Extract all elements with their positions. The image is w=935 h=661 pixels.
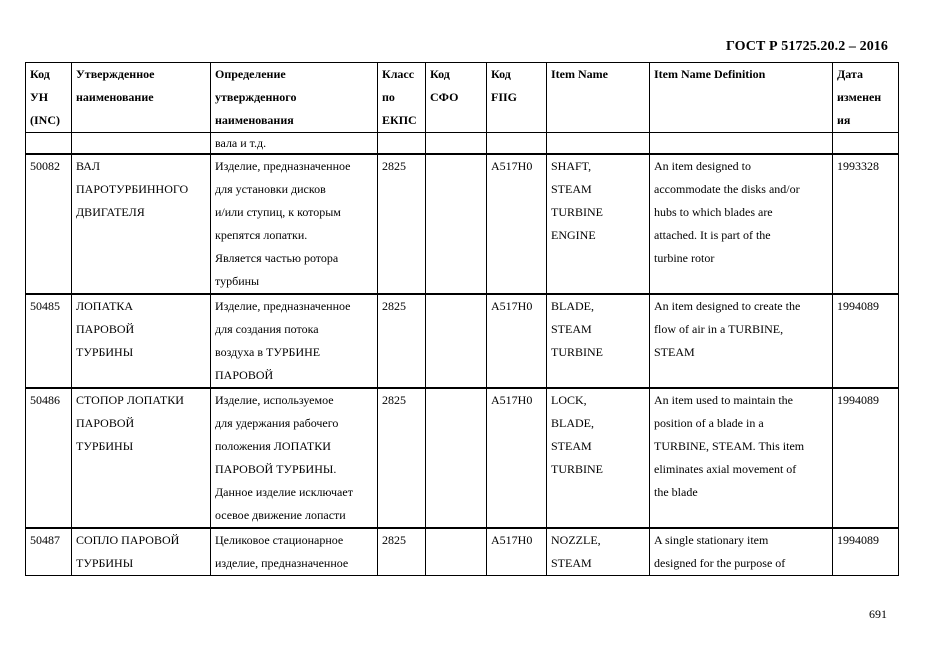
cell-line: eliminates axial movement of xyxy=(654,462,797,476)
cell-line: положения ЛОПАТКИ xyxy=(215,439,331,453)
cell-line: An item designed to xyxy=(654,159,751,173)
table-row xyxy=(26,294,899,388)
date-cell xyxy=(833,154,899,294)
header-line: Item Name Definition xyxy=(654,67,766,81)
cell-line: STEAM xyxy=(551,556,592,570)
fiig-cell xyxy=(487,388,547,528)
cell-line: для установки дисков xyxy=(215,182,326,196)
definition-en-cell xyxy=(650,294,833,388)
document-header: ГОСТ Р 51725.20.2 – 2016 xyxy=(725,39,888,54)
cell-line: для создания потока xyxy=(215,322,319,336)
table-row xyxy=(26,528,899,576)
sfo-cell xyxy=(426,154,487,294)
page-number: 691 xyxy=(869,607,887,621)
cell-line: designed for the purpose of xyxy=(654,556,786,570)
sfo-cell xyxy=(426,294,487,388)
header-line: Код xyxy=(491,67,511,81)
cell-line: осевое движение лопасти xyxy=(215,508,346,522)
cell-line: TURBINE xyxy=(551,462,603,476)
header-line: утвержденного xyxy=(215,90,297,104)
header-line: Класс xyxy=(382,67,415,81)
cell-line: 1994089 xyxy=(837,393,879,407)
cell-line: attached. It is part of the xyxy=(654,228,771,242)
header-date xyxy=(833,63,899,133)
sfo-cell xyxy=(426,528,487,576)
cell-line: 2825 xyxy=(382,393,406,407)
header-line: изменен xyxy=(837,90,882,104)
cell-line: A single stationary item xyxy=(654,533,769,547)
cell-line: СОПЛО ПАРОВОЙ xyxy=(76,533,180,547)
table-cell xyxy=(487,133,547,155)
cell-line: Данное изделие исключает xyxy=(215,485,353,499)
table-cell xyxy=(26,133,72,155)
header-name-ru xyxy=(72,63,211,133)
name-ru-cell xyxy=(72,388,211,528)
continuation-row xyxy=(26,133,899,155)
table-cell: вала и т.д. xyxy=(211,133,378,155)
header-class xyxy=(378,63,426,133)
cell-line: An item designed to create the xyxy=(654,299,801,313)
cell-line: изделие, предназначенное xyxy=(215,556,349,570)
table-cell xyxy=(833,133,899,155)
class-cell xyxy=(378,294,426,388)
cell-line: Целиковое стационарное xyxy=(215,533,344,547)
cell-line: A517H0 xyxy=(491,393,533,407)
name-ru-cell xyxy=(72,528,211,576)
inc-cell xyxy=(26,388,72,528)
item-name-cell xyxy=(547,294,650,388)
definition-ru-cell xyxy=(211,528,378,576)
cell-line: ТУРБИНЫ xyxy=(76,556,134,570)
definition-en-cell xyxy=(650,388,833,528)
cell-line: ПАРОВОЙ xyxy=(76,416,135,430)
cell-line: SHAFT, xyxy=(551,159,592,173)
header-line: наименования xyxy=(215,113,294,127)
cell-line: 2825 xyxy=(382,159,406,173)
class-cell xyxy=(378,154,426,294)
header-item-name xyxy=(547,63,650,133)
table-cell xyxy=(426,133,487,155)
cell-line: STEAM xyxy=(654,345,695,359)
name-ru-cell xyxy=(72,294,211,388)
header-line: Дата xyxy=(837,67,863,81)
date-cell xyxy=(833,388,899,528)
cell-line: flow of air in a TURBINE, xyxy=(654,322,784,336)
cell-line: the blade xyxy=(654,485,698,499)
cell-line: 50486 xyxy=(30,393,60,407)
inc-cell xyxy=(26,528,72,576)
cell-line: TURBINE, STEAM. This item xyxy=(654,439,805,453)
class-cell xyxy=(378,388,426,528)
cell-line: турбины xyxy=(215,274,260,288)
class-cell xyxy=(378,528,426,576)
fiig-cell xyxy=(487,294,547,388)
cell-line: ДВИГАТЕЛЯ xyxy=(76,205,145,219)
table-cell xyxy=(650,133,833,155)
cell-line: 2825 xyxy=(382,533,406,547)
header-inc xyxy=(26,63,72,133)
name-ru-cell xyxy=(72,154,211,294)
cell-line: ВАЛ xyxy=(76,159,101,173)
fiig-cell xyxy=(487,154,547,294)
cell-line: accommodate the disks and/or xyxy=(654,182,800,196)
table-cell xyxy=(378,133,426,155)
cell-line: ЛОПАТКА xyxy=(76,299,134,313)
cell-line: STEAM xyxy=(551,322,592,336)
definition-en-cell xyxy=(650,528,833,576)
header-line: УН xyxy=(30,90,49,104)
cell-line: ПАРОВОЙ xyxy=(215,368,274,382)
cell-line: NOZZLE, xyxy=(551,533,601,547)
cell-line: ПАРОВОЙ ТУРБИНЫ. xyxy=(215,462,337,476)
cell-line: Изделие, предназначенное xyxy=(215,159,351,173)
header-line: по xyxy=(382,90,395,104)
item-name-cell xyxy=(547,154,650,294)
cell-line: крепятся лопатки. xyxy=(215,228,308,242)
table-row xyxy=(26,388,899,528)
cell-line: position of a blade in a xyxy=(654,416,764,430)
cell-line: Изделие, используемое xyxy=(215,393,334,407)
definition-ru-cell xyxy=(211,294,378,388)
header-line: Код xyxy=(430,67,450,81)
header-line: Определение xyxy=(215,67,286,81)
cell-line: STEAM xyxy=(551,182,592,196)
cell-line: 50082 xyxy=(30,159,60,173)
cell-line: 50487 xyxy=(30,533,60,547)
definition-ru-cell xyxy=(211,388,378,528)
cell-line: воздуха в ТУРБИНЕ xyxy=(215,345,321,359)
header-line: Утвержденное xyxy=(76,67,155,81)
header-line: (INC) xyxy=(30,113,60,127)
cell-line: An item used to maintain the xyxy=(654,393,793,407)
cell-line: 50485 xyxy=(30,299,60,313)
cell-line: BLADE, xyxy=(551,299,594,313)
item-name-cell xyxy=(547,388,650,528)
cell-line: ПАРОВОЙ xyxy=(76,322,135,336)
cell-line: BLADE, xyxy=(551,416,594,430)
definition-en-cell xyxy=(650,154,833,294)
sfo-cell xyxy=(426,388,487,528)
cell-line: 1994089 xyxy=(837,533,879,547)
cell-line: СТОПОР ЛОПАТКИ xyxy=(76,393,184,407)
cell-line: ТУРБИНЫ xyxy=(76,345,134,359)
cell-line: 2825 xyxy=(382,299,406,313)
header-definition-en xyxy=(650,63,833,133)
cell-line: 1994089 xyxy=(837,299,879,313)
date-cell xyxy=(833,528,899,576)
cell-line: turbine rotor xyxy=(654,251,715,265)
fiig-cell xyxy=(487,528,547,576)
header-line: ЕКПС xyxy=(382,113,417,127)
cell-line: Изделие, предназначенное xyxy=(215,299,351,313)
cell-line: ПАРОТУРБИННОГО xyxy=(76,182,189,196)
header-line: ия xyxy=(837,113,851,127)
definition-ru-cell xyxy=(211,154,378,294)
header-sfo xyxy=(426,63,487,133)
cell-line: 1993328 xyxy=(837,159,879,173)
cell-line: ТУРБИНЫ xyxy=(76,439,134,453)
cell-line: ENGINE xyxy=(551,228,596,242)
cell-line: A517H0 xyxy=(491,533,533,547)
inc-cell xyxy=(26,294,72,388)
inc-cell xyxy=(26,154,72,294)
cell-line: TURBINE xyxy=(551,345,603,359)
header-line: Item Name xyxy=(551,67,608,81)
header-line: FIIG xyxy=(491,90,518,104)
table-row xyxy=(26,154,899,294)
cell-line: hubs to which blades are xyxy=(654,205,773,219)
date-cell xyxy=(833,294,899,388)
header-fiig xyxy=(487,63,547,133)
cell-line: Является частью ротора xyxy=(215,251,339,265)
cell-line: для удержания рабочего xyxy=(215,416,339,430)
cell-line: TURBINE xyxy=(551,205,603,219)
table-cell xyxy=(547,133,650,155)
classification-table xyxy=(25,62,899,576)
cell-line: и/или ступиц, к которым xyxy=(215,205,341,219)
item-name-cell xyxy=(547,528,650,576)
table-cell xyxy=(72,133,211,155)
cell-line: A517H0 xyxy=(491,299,533,313)
cell-line: STEAM xyxy=(551,439,592,453)
table-header-row xyxy=(26,63,899,133)
cell-line: A517H0 xyxy=(491,159,533,173)
cell-line: LOCK, xyxy=(551,393,587,407)
header-definition-ru xyxy=(211,63,378,133)
header-line: СФО xyxy=(430,90,459,104)
header-line: наименование xyxy=(76,90,154,104)
header-line: Код xyxy=(30,67,50,81)
